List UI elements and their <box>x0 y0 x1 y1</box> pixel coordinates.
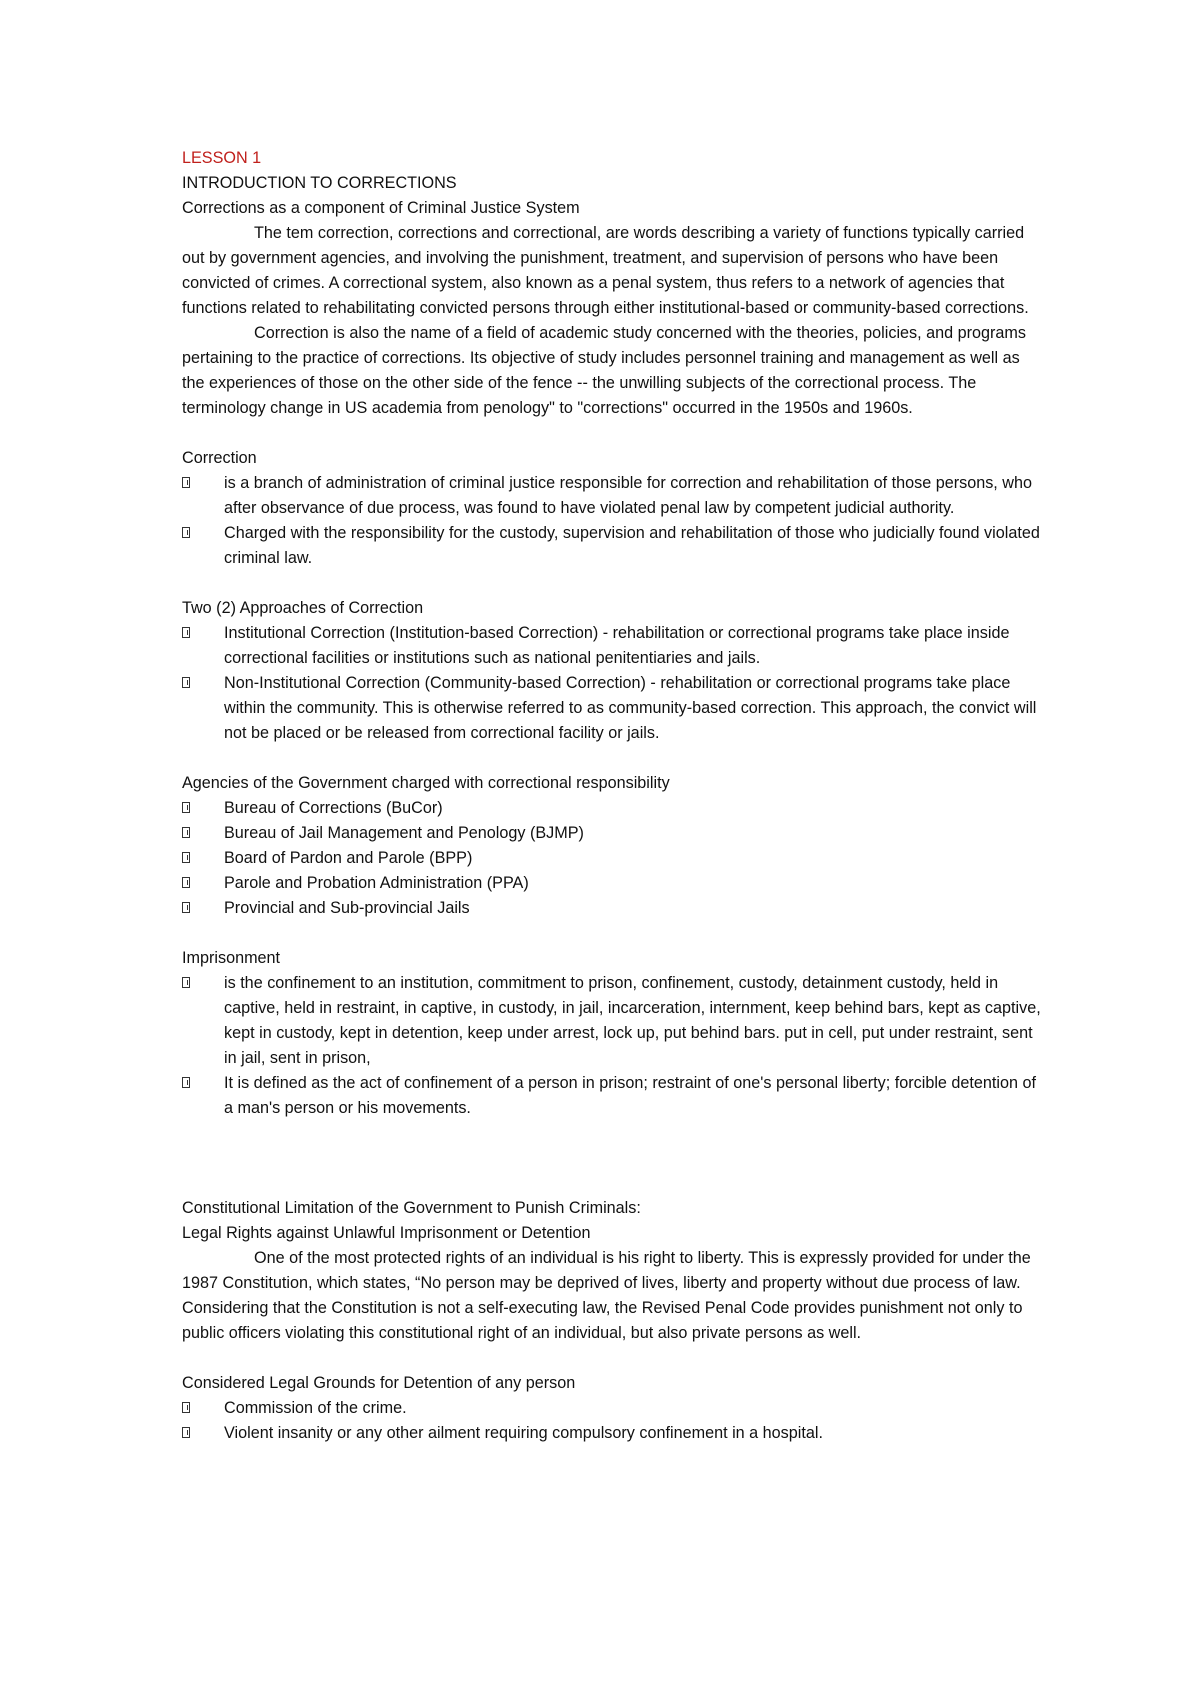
list-item: is the confinement to an institution, commitment to prison, confinement, custody, detainment custody, held in captive, held in restraint, in captive, in custody, in jail, incarceration, internment, keep behind bars, kept as captive, kept in custody, kept in detention, keep under arrest, lock up, put behind bars. put in cell, put under restraint, sent in jail, sent in prison, <box>182 971 1042 1071</box>
spacer <box>182 1171 1042 1196</box>
bullet-icon <box>182 1427 190 1438</box>
list-item: Institutional Correction (Institution-based Correction) - rehabilitation or correctional programs take place inside correctional facilities or institutions such as national penitentiaries and jails. <box>182 621 1042 671</box>
bullet-icon <box>182 802 190 813</box>
constitutional-heading: Constitutional Limitation of the Government to Punish Criminals: <box>182 1199 641 1217</box>
intro-paragraph-2: Correction is also the name of a field of academic study concerned with the theories, policies, and programs pertaining to the practice of corrections. Its objective of study includes personnel training and management as well as the experiences of those on the other side of the fence -- the unwilling subjects of the correctional process. The terminology change in US academia from penology" to "corrections" occurred in the 1950s and 1960s. <box>182 324 1027 417</box>
approaches-heading: Two (2) Approaches of Correction <box>182 599 424 617</box>
list-item: Provincial and Sub-provincial Jails <box>182 896 1042 921</box>
document-subtitle: Corrections as a component of Criminal Justice System <box>182 199 580 217</box>
constitutional-subheading: Legal Rights against Unlawful Imprisonment or Detention <box>182 1224 591 1242</box>
grounds-heading: Considered Legal Grounds for Detention of any person <box>182 1374 576 1392</box>
list-item: Non-Institutional Correction (Community-based Correction) - rehabilitation or correctional programs take place within the community. This is otherwise referred to as community-based correction. This approach, the convict will not be placed or be released from correctional facility or jails. <box>182 671 1042 746</box>
spacer <box>182 1346 1042 1371</box>
bullet-icon <box>182 627 190 638</box>
bullet-icon <box>182 977 190 988</box>
document-page <box>182 146 1042 1446</box>
bullet-icon <box>182 1077 190 1088</box>
bullet-icon <box>182 902 190 913</box>
bullet-icon <box>182 852 190 863</box>
bullet-icon <box>182 1402 190 1413</box>
list-item: Parole and Probation Administration (PPA) <box>182 871 1042 896</box>
bullet-icon <box>182 827 190 838</box>
constitutional-paragraph: One of the most protected rights of an individual is his right to liberty. This is expressly provided for under the 1987 Constitution, which states, “No person may be deprived of lives, liberty and property without due process of law. Considering that the Constitution is not a self-executing law, the Revised Penal Code provides punishment not only to public officers violating this constitutional right of an individual, but also private persons as well. <box>182 1249 1031 1342</box>
agencies-list <box>182 796 1042 921</box>
grounds-list <box>182 1396 1042 1446</box>
list-item: Bureau of Jail Management and Penology (BJMP) <box>182 821 1042 846</box>
bullet-icon <box>182 677 190 688</box>
bullet-icon <box>182 477 190 488</box>
list-item: is a branch of administration of criminal justice responsible for correction and rehabilitation of those persons, who after observance of due process, was found to have violated penal law by competent judicial authority. <box>182 471 1042 521</box>
approaches-list <box>182 621 1042 746</box>
correction-list <box>182 471 1042 571</box>
list-item: Commission of the crime. <box>182 1396 1042 1421</box>
correction-heading: Correction <box>182 449 257 467</box>
bullet-icon <box>182 877 190 888</box>
list-item: Board of Pardon and Parole (BPP) <box>182 846 1042 871</box>
list-item: Violent insanity or any other ailment requiring compulsory confinement in a hospital. <box>182 1421 1042 1446</box>
list-item: Charged with the responsibility for the custody, supervision and rehabilitation of those who judicially found violated criminal law. <box>182 521 1042 571</box>
list-item: Bureau of Corrections (BuCor) <box>182 796 1042 821</box>
list-item: It is defined as the act of confinement of a person in prison; restraint of one's personal liberty; forcible detention of a man's person or his movements. <box>182 1071 1042 1121</box>
spacer <box>182 421 1042 446</box>
spacer <box>182 921 1042 946</box>
imprisonment-heading: Imprisonment <box>182 949 281 967</box>
intro-paragraph-1: The tem correction, corrections and correctional, are words describing a variety of functions typically carried out by government agencies, and involving the punishment, treatment, and supervision of persons who have been convicted of crimes. A correctional system, also known as a penal system, thus refers to a network of agencies that functions related to rehabilitating convicted persons through either institutional-based or community-based corrections. <box>182 224 1029 317</box>
document-title: INTRODUCTION TO CORRECTIONS <box>182 174 457 192</box>
agencies-heading: Agencies of the Government charged with correctional responsibility <box>182 774 670 792</box>
spacer <box>182 571 1042 596</box>
bullet-icon <box>182 527 190 538</box>
spacer <box>182 1121 1042 1171</box>
lesson-label: LESSON 1 <box>182 149 262 167</box>
spacer <box>182 746 1042 771</box>
imprisonment-list <box>182 971 1042 1121</box>
